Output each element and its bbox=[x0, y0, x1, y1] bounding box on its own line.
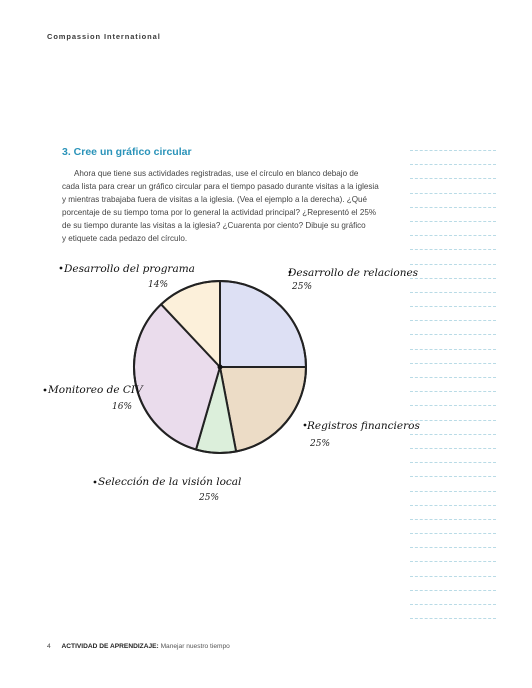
slice-percent: 14% bbox=[148, 280, 169, 290]
label-bullet bbox=[304, 424, 307, 427]
label-bullet bbox=[94, 481, 97, 484]
instructions-line: y etiquete cada pedazo del círculo. bbox=[62, 234, 188, 244]
footer bbox=[47, 643, 230, 650]
instructions-line: y mientras trabajaba fuera de visitas a la iglesia. (Vea el ejemplo a la derecha). ¿Qué bbox=[62, 195, 368, 205]
slice-percent: 25% bbox=[310, 439, 331, 449]
instructions-line: de su tiempo durante las visitas a la iglesia? ¿Cuarenta por ciento? Dibuje su gráfico bbox=[62, 221, 366, 231]
instructions-line: porcentaje de su tiempo toma por lo general la actividad principal? ¿Representó el 25% bbox=[62, 208, 377, 218]
pie-slice bbox=[220, 281, 306, 367]
slice-percent: 25% bbox=[199, 493, 220, 503]
label-bullet bbox=[60, 267, 63, 270]
footer-title: ACTIVIDAD DE APRENDIZAJE: bbox=[61, 643, 159, 650]
slice-label: Desarrollo del programa bbox=[64, 263, 195, 275]
instructions-line: Ahora que tiene sus actividades registradas, use el círculo en blanco debajo de bbox=[74, 169, 359, 178]
slice-label: Registros financieros bbox=[307, 420, 420, 432]
publisher-header: Compassion International bbox=[47, 32, 161, 41]
slice-label: Desarrollo de relaciones bbox=[288, 267, 419, 279]
footer-subtitle: Manejar nuestro tiempo bbox=[160, 643, 230, 650]
label-bullet bbox=[44, 389, 47, 392]
pie-center bbox=[218, 365, 223, 370]
slice-percent: 25% bbox=[292, 282, 313, 292]
slice-label: Selección de la visión local bbox=[98, 476, 242, 488]
pie-slices bbox=[134, 281, 306, 453]
slice-label: Monitoreo de CIV bbox=[48, 384, 143, 396]
slice-percent: 16% bbox=[112, 402, 133, 412]
section-title: 3. Cree un gráfico circular bbox=[62, 146, 192, 158]
instructions-line: cada lista para crear un gráfico circular para el tiempo pasado durante visitas a la iglesia bbox=[62, 182, 379, 192]
page-number: 4 bbox=[47, 643, 51, 650]
